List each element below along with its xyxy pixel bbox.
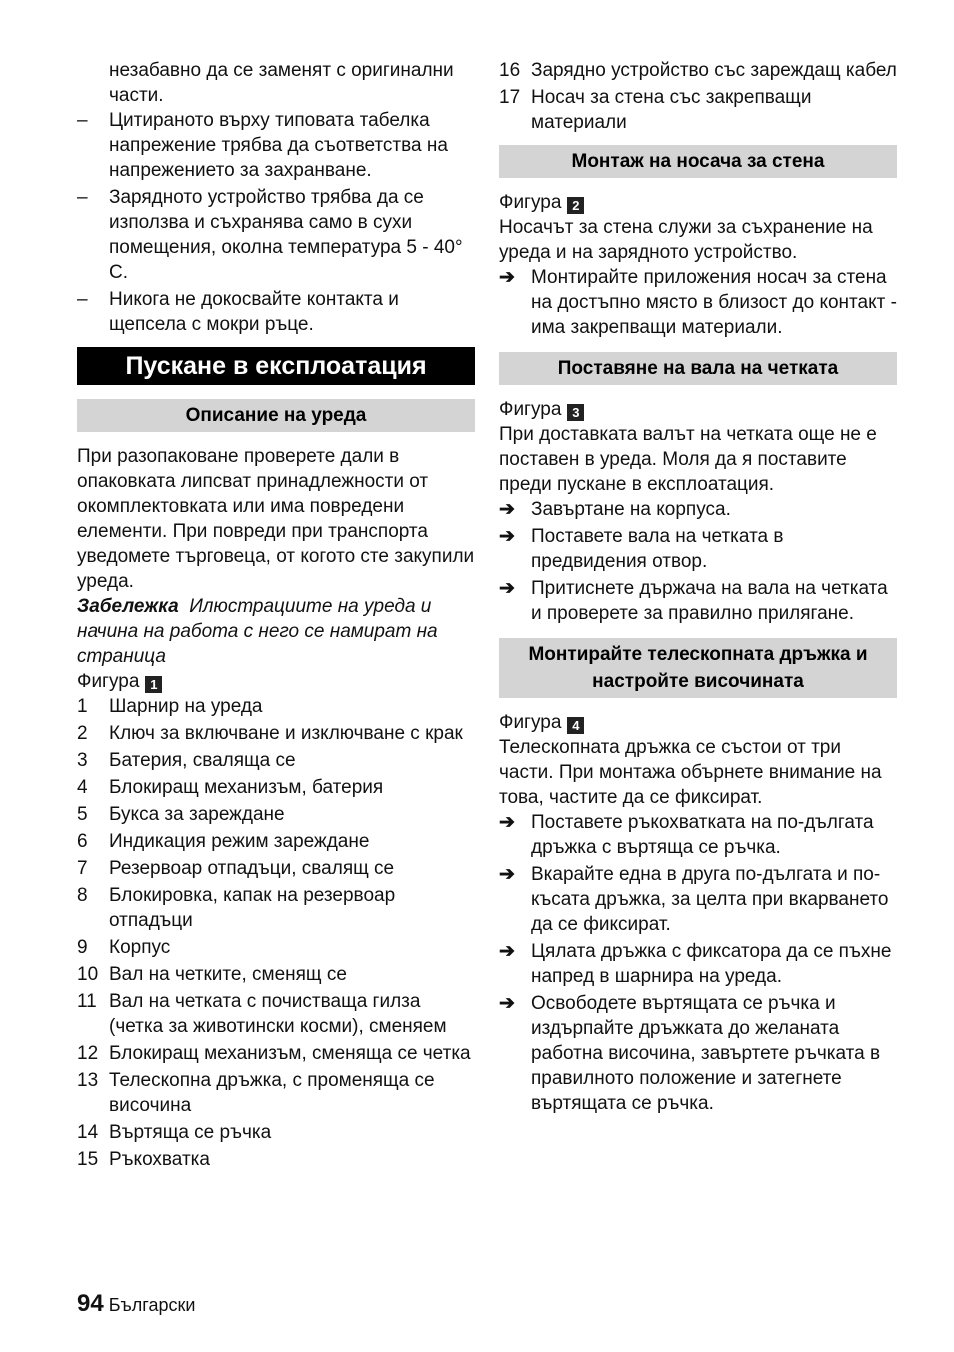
page-number: 94: [77, 1290, 104, 1317]
part-number: 3: [77, 750, 88, 771]
part-item: [77, 1120, 475, 1145]
arrow-icon: ➔: [499, 267, 515, 288]
subsection-heading: Монтирайте телескопната дръжка и настройте височината: [499, 638, 897, 698]
arrow-icon: ➔: [499, 941, 515, 962]
intro-paragraph: При разопаковане проверете дали в опаковката липсват принадлежности от окомплектовката или има повредени елементи. При повреди при транспорта уведомете търговеца, от когото сте закупили уреда.: [77, 446, 475, 592]
instruction-step: [499, 497, 897, 522]
left-column: [77, 58, 475, 1174]
part-item: [77, 802, 475, 827]
part-item: [77, 748, 475, 773]
dash-bullet: –: [77, 187, 88, 208]
part-text: Блокиращ механизъм, сменяща се четка: [109, 1043, 471, 1064]
part-item: [77, 1147, 475, 1172]
figure-reference: [499, 397, 897, 422]
figure-reference: [499, 710, 897, 735]
section-heading: Пускане в експлоатация: [77, 347, 475, 385]
part-text: Вал на четката с почистваща гилза (четка за животински косми), сменяем: [109, 991, 447, 1037]
parts-list: [77, 694, 475, 1172]
note-paragraph: [77, 594, 475, 669]
part-text: Корпус: [109, 937, 171, 958]
page-footer: [77, 1291, 195, 1318]
instruction-step: [499, 265, 897, 340]
figure-number-badge: 4: [567, 717, 584, 734]
part-text: Блокиращ механизъм, батерия: [109, 777, 384, 798]
instruction-step: [499, 862, 897, 937]
arrow-icon: ➔: [499, 864, 515, 885]
list-item: [77, 287, 475, 337]
subsection-heading: Описание на уреда: [77, 399, 475, 432]
figure-label: Фигура: [499, 712, 562, 733]
continued-text: незабавно да се заменят с оригинални части.: [109, 60, 454, 106]
list-item-text: Зарядното устройство трябва да се използва и съхранява само в сухи помещения, околна температура 5 - 40° C.: [109, 187, 463, 283]
instruction-text: Поставете вала на четката в предвидения отвор.: [531, 526, 784, 572]
instruction-text: Освободете въртящата се ръчка и издърпайте дръжката до желаната работна височина, завъртете ръчката в правилното положение и затегнете въртящата се ръчка.: [531, 993, 881, 1114]
parts-list-continued: [499, 58, 897, 135]
part-number: 16: [499, 60, 521, 81]
figure-label: Фигура: [499, 192, 562, 213]
part-number: 15: [77, 1149, 99, 1170]
section-paragraph: Носачът за стена служи за съхранение на уреда и на зарядното устройство.: [499, 217, 873, 263]
part-item: [77, 989, 475, 1039]
note-text: Илюстрациите на уреда и начина на работа с него се намират на страница: [77, 596, 438, 667]
part-number: 10: [77, 964, 99, 985]
part-item: [77, 962, 475, 987]
instruction-text: Притиснете държача на вала на четката и проверете за правилно прилягане.: [531, 578, 888, 624]
figure-label: Фигура: [77, 671, 140, 692]
part-item: [499, 58, 897, 83]
part-number: 12: [77, 1043, 99, 1064]
part-number: 4: [77, 777, 88, 798]
part-text: Телескопна дръжка, с променяща се височина: [109, 1070, 435, 1116]
part-text: Въртяща се ръчка: [109, 1122, 272, 1143]
instruction-text: Завъртане на корпуса.: [531, 499, 731, 520]
section-paragraph: При доставката валът на четката още не е поставен в уреда. Моля да я поставите преди пускане в експлоатация.: [499, 424, 877, 495]
part-text: Блокировка, капак на резервоар отпадъци: [109, 885, 396, 931]
arrow-icon: ➔: [499, 993, 515, 1014]
part-number: 13: [77, 1070, 99, 1091]
instruction-text: Поставете ръкохватката на по-дългата дръжка с въртяща се ръчка.: [531, 812, 874, 858]
part-text: Букса за зареждане: [109, 804, 285, 825]
part-item: [77, 856, 475, 881]
part-item: [77, 694, 475, 719]
part-text: Шарнир на уреда: [109, 696, 263, 717]
part-number: 14: [77, 1122, 99, 1143]
subsection-heading: Монтаж на носача за стена: [499, 145, 897, 178]
part-number: 5: [77, 804, 88, 825]
part-item: [499, 85, 897, 135]
figure-number-badge: 3: [567, 404, 584, 421]
instruction-text: Цялата дръжка с фиксатора да се пъхне напред в шарнира на уреда.: [531, 941, 892, 987]
part-text: Зарядно устройство със зареждащ кабел: [531, 60, 897, 81]
instruction-step: [499, 524, 897, 574]
part-number: 11: [77, 991, 97, 1012]
sections-container: [499, 145, 897, 1116]
instruction-step: [499, 576, 897, 626]
list-item-text: Цитираното върху типовата табелка напрежение трябва да съответства на напрежението за захранване.: [109, 110, 448, 181]
section-paragraph: Телескопната дръжка се състои от три части. При монтажа обърнете внимание на това, частите да се фиксират.: [499, 737, 882, 808]
figure-number-badge: 1: [145, 676, 162, 693]
part-item: [77, 935, 475, 960]
dash-bullet: –: [77, 289, 88, 310]
part-text: Вал на четките, сменящ се: [109, 964, 347, 985]
footer-language: Български: [108, 1295, 196, 1315]
part-item: [77, 1041, 475, 1066]
list-item-text: Никога не докосвайте контакта и щепсела с мокри ръце.: [109, 289, 399, 335]
arrow-icon: ➔: [499, 499, 515, 520]
figure-reference: [499, 190, 897, 215]
part-text: Резервоар отпадъци, свалящ се: [109, 858, 395, 879]
part-item: [77, 775, 475, 800]
part-number: 8: [77, 885, 88, 906]
part-item: [77, 829, 475, 854]
dash-bullet: –: [77, 110, 88, 131]
instruction-text: Вкарайте една в друга по-дългата и по-късата дръжка, за целта при вкарването да се фиксират.: [531, 864, 889, 935]
instruction-step: [499, 810, 897, 860]
figure-number-badge: 2: [567, 197, 584, 214]
arrow-icon: ➔: [499, 526, 515, 547]
part-number: 9: [77, 937, 88, 958]
instruction-step: [499, 991, 897, 1116]
list-item: [77, 108, 475, 183]
part-item: [77, 883, 475, 933]
figure-label: Фигура: [499, 399, 562, 420]
part-item: [77, 1068, 475, 1118]
instruction-text: Монтирайте приложения носач за стена на достъпно място в близост до контакт - има закрепващи материали.: [531, 267, 897, 338]
list-item: [77, 185, 475, 285]
right-column: [499, 58, 897, 1118]
part-number: 17: [499, 87, 521, 108]
arrow-icon: ➔: [499, 812, 515, 833]
subsection-heading: Поставяне на вала на четката: [499, 352, 897, 385]
figure-reference: [77, 669, 475, 694]
part-text: Носач за стена със закрепващи материали: [531, 87, 812, 133]
arrow-icon: ➔: [499, 578, 515, 599]
part-text: Ръкохватка: [109, 1149, 210, 1170]
part-item: [77, 721, 475, 746]
part-number: 7: [77, 858, 88, 879]
part-number: 6: [77, 831, 88, 852]
part-text: Батерия, сваляща се: [109, 750, 296, 771]
part-text: Индикация режим зареждане: [109, 831, 370, 852]
part-number: 1: [77, 696, 88, 717]
note-label: Забележка: [77, 596, 179, 617]
instruction-step: [499, 939, 897, 989]
part-text: Ключ за включване и изключване с крак: [109, 723, 463, 744]
part-number: 2: [77, 723, 88, 744]
